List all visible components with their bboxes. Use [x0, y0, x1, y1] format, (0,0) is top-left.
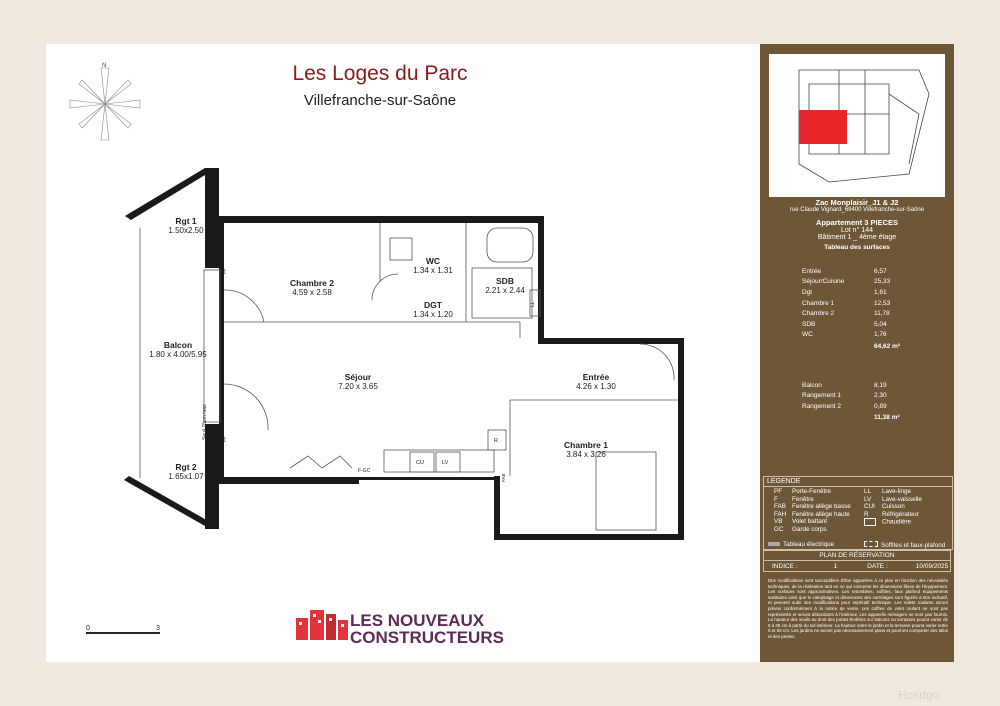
- surface-label: Séjour/Cuisine: [802, 278, 845, 286]
- surface-row: [802, 308, 922, 319]
- scale-end: 3: [156, 625, 160, 632]
- label-pf-2: PF: [222, 436, 227, 442]
- room-sejour-name: Séjour: [344, 372, 372, 382]
- room-rgt2: [160, 462, 212, 482]
- room-sejour-dim: 7.20 x 3.65: [338, 382, 378, 391]
- legend-tableau: Tableau électrique: [768, 541, 834, 549]
- surface-value: 5,04: [874, 320, 887, 328]
- surface-value: 25,33: [874, 278, 891, 286]
- page-subtitle: Villefranche-sur-Saône: [303, 92, 457, 109]
- room-chambre1: [556, 440, 616, 460]
- room-sdb: [478, 276, 532, 296]
- room-rgt2-name: Rgt 2: [175, 462, 197, 472]
- annex-label: Balcon: [802, 381, 822, 389]
- label-ll: LL: [530, 301, 536, 307]
- surface-label: SDB: [802, 320, 816, 328]
- label-pf-1: PF: [222, 268, 227, 274]
- reservation-block: [763, 550, 951, 572]
- annex-row: [802, 380, 922, 391]
- legend-item: R Réfrigérateur: [864, 510, 919, 518]
- legend-right: [864, 488, 922, 527]
- surface-row: [802, 319, 922, 330]
- scale-bar: [86, 624, 176, 640]
- indice-label: INDICE :: [772, 562, 798, 570]
- surface-label: Entrée: [802, 267, 822, 275]
- date-label: DATE :: [867, 562, 888, 570]
- date-value: 10/09/2025: [915, 562, 949, 570]
- legend-soffites: Soffites et faux-plafond: [864, 541, 945, 550]
- annex-value: 0,89: [874, 402, 887, 410]
- surface-row: [802, 330, 922, 341]
- surface-label: Chambre 2: [802, 310, 835, 318]
- reservation-meta: [763, 561, 951, 572]
- room-dgt-dim: 1.34 x 1.20: [413, 310, 453, 319]
- annex-total: 11,38 m²: [874, 414, 900, 422]
- watermark: Hosdgo: [898, 688, 940, 702]
- room-rgt1-dim: 1.50x2.50: [168, 226, 204, 235]
- surface-row: [802, 266, 922, 277]
- legend-item: FAH Fenêtre allège haute: [774, 510, 850, 518]
- legend-item: LL Lave-linge: [864, 488, 912, 495]
- chaudiere-icon: [864, 518, 876, 526]
- room-balcon: [146, 340, 210, 360]
- surface-value: 6,57: [874, 267, 887, 275]
- label-seuil: Seuil 15cm max: [202, 404, 208, 440]
- scale-start: 0: [86, 625, 90, 632]
- room-sdb-dim: 2.21 x 2.44: [485, 286, 525, 295]
- project-address: rue Claude Vignard_69400 Villefranche-sur-Saône: [789, 207, 925, 213]
- surface-row: [802, 287, 922, 298]
- room-chambre1-name: Chambre 1: [564, 440, 608, 450]
- room-dgt-name: DGT: [424, 300, 442, 310]
- annex-label: Rangement 2: [802, 402, 842, 410]
- annex-row: [802, 391, 922, 402]
- legend-item: VB Volet battant: [774, 518, 828, 526]
- surface-table-title: Tableau des surfaces: [824, 244, 890, 251]
- room-entree-dim: 4.26 x 1.30: [576, 382, 616, 391]
- room-sejour: [328, 372, 388, 392]
- room-chambre2-dim: 4.59 x 2.58: [292, 288, 332, 297]
- annex-table: [802, 380, 922, 424]
- surface-value: 1,61: [874, 288, 887, 296]
- logo-line1: LES NOUVEAUX: [350, 611, 485, 630]
- room-rgt1-name: Rgt 1: [175, 216, 197, 226]
- legend-item: F Fenêtre: [774, 495, 814, 503]
- room-wc-name: WC: [425, 256, 441, 266]
- label-fab: FAB: [501, 473, 506, 482]
- room-entree-name: Entrée: [582, 372, 610, 382]
- annex-value: 2,30: [874, 392, 887, 400]
- logo-line2: CONSTRUCTEURS: [350, 628, 504, 647]
- room-wc: [408, 256, 458, 276]
- surface-value: 1,76: [874, 331, 887, 339]
- room-sdb-name: SDB: [496, 276, 514, 286]
- highlighted-lot: [799, 110, 847, 144]
- room-rgt2-dim: 1.65x1.07: [168, 472, 204, 481]
- surface-label: Dgt: [802, 288, 813, 296]
- surface-value: 12,53: [874, 299, 891, 307]
- annex-label: Rangement 1: [802, 392, 842, 400]
- tableau-electrique-icon: [768, 542, 780, 546]
- room-entree: [566, 372, 626, 392]
- project-name: Zac Monplaisir_J1 & J2: [815, 198, 899, 207]
- room-balcon-dim: 1.80 x 4.00/5.95: [149, 350, 207, 359]
- label-fgc: F-GC: [358, 468, 371, 474]
- surface-value: 11,78: [874, 310, 890, 318]
- room-balcon-name: Balcon: [163, 340, 193, 350]
- room-rgt1: [160, 216, 212, 236]
- surface-label: Chambre 1: [802, 299, 835, 307]
- indice-value: 1: [833, 562, 838, 570]
- surface-row: [802, 298, 922, 309]
- room-chambre2: [276, 278, 348, 298]
- legend-item: CUI Cuisson: [864, 503, 905, 511]
- project-info: [765, 196, 949, 251]
- legend-item: GC Garde corps: [774, 525, 827, 533]
- room-wc-dim: 1.34 x 1.31: [413, 266, 453, 275]
- surface-table: [802, 266, 922, 352]
- building-floor: Bâtiment 1 _ 4ème étage: [817, 234, 897, 241]
- room-chambre2-name: Chambre 2: [290, 278, 334, 288]
- label-cu: CU: [416, 460, 424, 466]
- company-logo-icon: [296, 608, 348, 640]
- annex-value: 8,19: [874, 381, 887, 389]
- lot-number: Lot n° 144: [841, 227, 873, 234]
- label-r: R: [494, 438, 498, 444]
- legend: [763, 476, 953, 550]
- page-title: Les Loges du Parc: [292, 62, 468, 85]
- legend-item: Chaudière: [864, 518, 922, 526]
- company-logo: [350, 612, 504, 646]
- soffites-icon: [864, 541, 878, 547]
- reservation-title: PLAN DE RÉSERVATION: [763, 550, 951, 561]
- apartment-type: Appartement 3 PIECES: [815, 218, 899, 227]
- legend-item: PF Porte-Fenêtre: [774, 488, 831, 495]
- room-chambre1-dim: 3.84 x 3.26: [566, 450, 606, 459]
- building-keyplan: [769, 54, 945, 197]
- annex-row: [802, 401, 922, 412]
- surface-row: [802, 277, 922, 288]
- legend-item: LV Lave-vaisselle: [864, 495, 922, 503]
- surface-label: WC: [802, 331, 813, 339]
- legend-item: FAB Fenêtre allège basse: [774, 503, 851, 511]
- disclaimer-text: Des modifications sont susceptibles d'être apportées à ce plan en fonction des nécessités techniques, de la réalisation tant en ce qui concerne les dimensions libres de l'équipement. Les surfaces sont approximatives. Les retombées, soffites, faux plafond équipements sanitaires ainsi que le calepinage et dimensions des carrelages sont figurés à titre indicatif, et peuvent subir des modifications pour impératif technique. Les volets roulants seront prévus conformément à la notice de vente. Les coffres de volet roulant ne sont pas représentés et seront débordants à l'intérieur. Les appareils ménagers ne sont pas fournis. La hauteur des seuils au droit des portes-fenêtres sur balcons ou terrasses pourra varier de 5 à 35 cm à partir du sol intérieur. La hauteur entre le jardin et la terrasse pourra varier entre 0 et 60 cm. Les jardins ne seront pas nécessairement plans et pourront comporter des talus et des pentes.: [768, 578, 948, 639]
- surface-total: 64,62 m²: [874, 342, 901, 350]
- room-dgt: [408, 300, 458, 320]
- legend-left: [774, 488, 851, 534]
- label-lv: LV: [442, 460, 449, 466]
- legend-title: LEGENDE: [764, 477, 952, 487]
- compass-north-label: N: [102, 63, 107, 69]
- keyplan-image: [769, 54, 945, 197]
